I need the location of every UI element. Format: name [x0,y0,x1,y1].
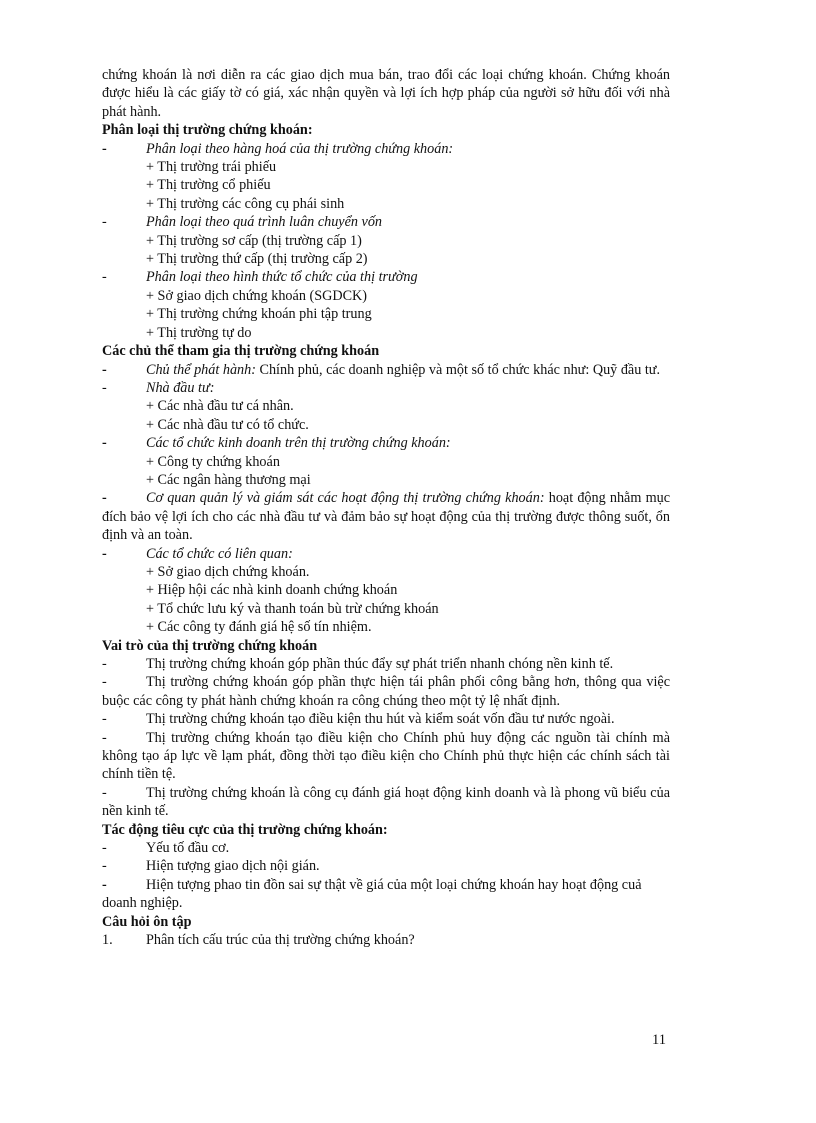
negative-item [102,876,670,913]
investors-label: Nhà đầu tư: [146,379,215,396]
list-item: + Sở giao dịch chứng khoán (SGDCK) [146,287,368,304]
business-group [102,434,670,452]
related-label: Các tổ chức có liên quan: [146,545,293,562]
list-item: + Thị trường chứng khoán phi tập trung [146,306,372,323]
role-item [102,784,670,821]
group-title: Phân loại theo quá trình luân chuyển vốn [146,214,383,231]
role-item [102,655,670,673]
list-item: + Hiệp hội các nhà kinh doanh chứng khoán [146,582,398,599]
list-item: + Tổ chức lưu ký và thanh toán bù trừ chứng khoán [146,600,439,617]
bullet-dash: - [102,140,107,157]
bullet-dash: - [102,840,107,857]
group-title: Phân loại theo hàng hoá của thị trường chứng khoán: [146,140,454,157]
role-item [102,710,670,728]
list-item: + Thị trường các công cụ phái sinh [146,195,345,212]
bullet-dash: - [102,379,107,396]
negative-item [102,857,670,875]
list-item: + Thị trường tự do [146,324,252,341]
list-item: + Sở giao dịch chứng khoán. [146,563,310,580]
role-text: Thị trường chứng khoán góp phần thực hiện tái phân phối công bằng hơn, thông qua việc buộc các công ty phát hành chứng khoán ra công chúng theo một tỷ lệ nhất định. [102,674,670,709]
document-page [102,66,670,950]
bullet-dash: - [102,674,107,691]
list-item: + Thị trường thứ cấp (thị trường cấp 2) [146,251,368,268]
regulator-paragraph [102,489,670,544]
negatives-heading: Tác động tiêu cực của thị trường chứng khoán: [102,821,388,838]
group-title: Phân loại theo hình thức tổ chức của thị trường [146,269,418,286]
role-text: Thị trường chứng khoán tạo điều kiện cho Chính phủ huy động các nguồn tài chính mà không tạo áp lực về lạm phát, đồng thời tạo điều kiện cho Chính phủ thực hiện các chính sách tài chính tiền tệ. [102,729,670,783]
list-item: + Thị trường cổ phiếu [146,177,271,194]
role-item [102,729,670,784]
list-item: + Các công ty đánh giá hệ số tín nhiệm. [146,619,372,636]
bullet-dash: - [102,876,107,893]
bullet-dash: - [102,490,107,507]
classification-group [102,140,670,158]
regulator-label: Cơ quan quản lý và giám sát các hoạt động thị trường chứng khoán: [146,490,545,507]
negative-text: Yếu tố đầu cơ. [146,840,230,857]
classification-group [102,268,670,286]
bullet-dash: - [102,269,107,286]
bullet-dash: - [102,361,107,378]
classification-group [102,213,670,231]
negative-text: Hiện tượng giao dịch nội gián. [146,858,320,875]
business-label: Các tổ chức kinh doanh trên thị trường chứng khoán: [146,435,451,452]
review-question [102,931,670,949]
question-text: Phân tích cấu trúc của thị trường chứng khoán? [146,932,415,949]
role-item [102,673,670,710]
regulator-text: hoạt động nhằm mục đích bảo vệ lợi ích cho các nhà đầu tư và đảm bảo sự hoạt động của thị trường được thông suốt, ổn định và an toàn. [102,490,670,544]
bullet-dash: - [102,858,107,875]
list-item: + Các ngân hàng thương mại [146,471,311,488]
intro-paragraph: chứng khoán là nơi diễn ra các giao dịch mua bán, trao đổi các loại chứng khoán. Chứng khoán được hiểu là các giấy tờ có giá, xác nhận quyền và lợi ích hợp pháp của người sở hữu đối với nhà phát hành. [102,67,670,120]
roles-heading: Vai trò của thị trường chứng khoán [102,637,318,654]
bullet-dash: - [102,729,107,746]
bullet-dash: - [102,214,107,231]
investors-group [102,379,670,397]
question-number: 1. [102,932,113,949]
role-text: Thị trường chứng khoán tạo điều kiện thu hút và kiểm soát vốn đầu tư nước ngoài. [146,711,615,728]
issuer-label: Chủ thể phát hành: [146,361,256,378]
list-item: + Thị trường trái phiếu [146,159,277,176]
bullet-dash: - [102,784,107,801]
bullet-dash: - [102,545,107,562]
participants-heading: Các chủ thể tham gia thị trường chứng khoán [102,343,380,360]
related-group [102,545,670,563]
list-item: + Các nhà đầu tư cá nhân. [146,398,294,415]
role-text: Thị trường chứng khoán là công cụ đánh giá hoạt động kinh doanh và là phong vũ biểu của nền kinh tế. [102,784,670,820]
bullet-dash: - [102,435,107,452]
negative-item [102,839,670,857]
review-heading: Câu hỏi ôn tập [102,913,192,930]
list-item: + Các nhà đầu tư có tổ chức. [146,416,309,433]
list-item: + Công ty chứng khoán [146,453,280,470]
page-number: 11 [652,1032,666,1048]
bullet-dash: - [102,656,107,672]
issuer-text: Chính phủ, các doanh nghiệp và một số tổ chức khác như: Quỹ đầu tư. [255,361,661,378]
role-text: Thị trường chứng khoán góp phần thúc đẩy sự phát triển nhanh chóng nền kinh tế. [146,656,614,672]
issuer-paragraph [102,361,670,379]
list-item: + Thị trường sơ cấp (thị trường cấp 1) [146,232,362,249]
bullet-dash: - [102,711,107,728]
classification-heading: Phân loại thị trường chứng khoán: [102,122,313,139]
negative-text: Hiện tượng phao tin đồn sai sự thật về giá của một loại chứng khoán hay hoạt động cuả doanh nghiệp. [102,876,642,912]
